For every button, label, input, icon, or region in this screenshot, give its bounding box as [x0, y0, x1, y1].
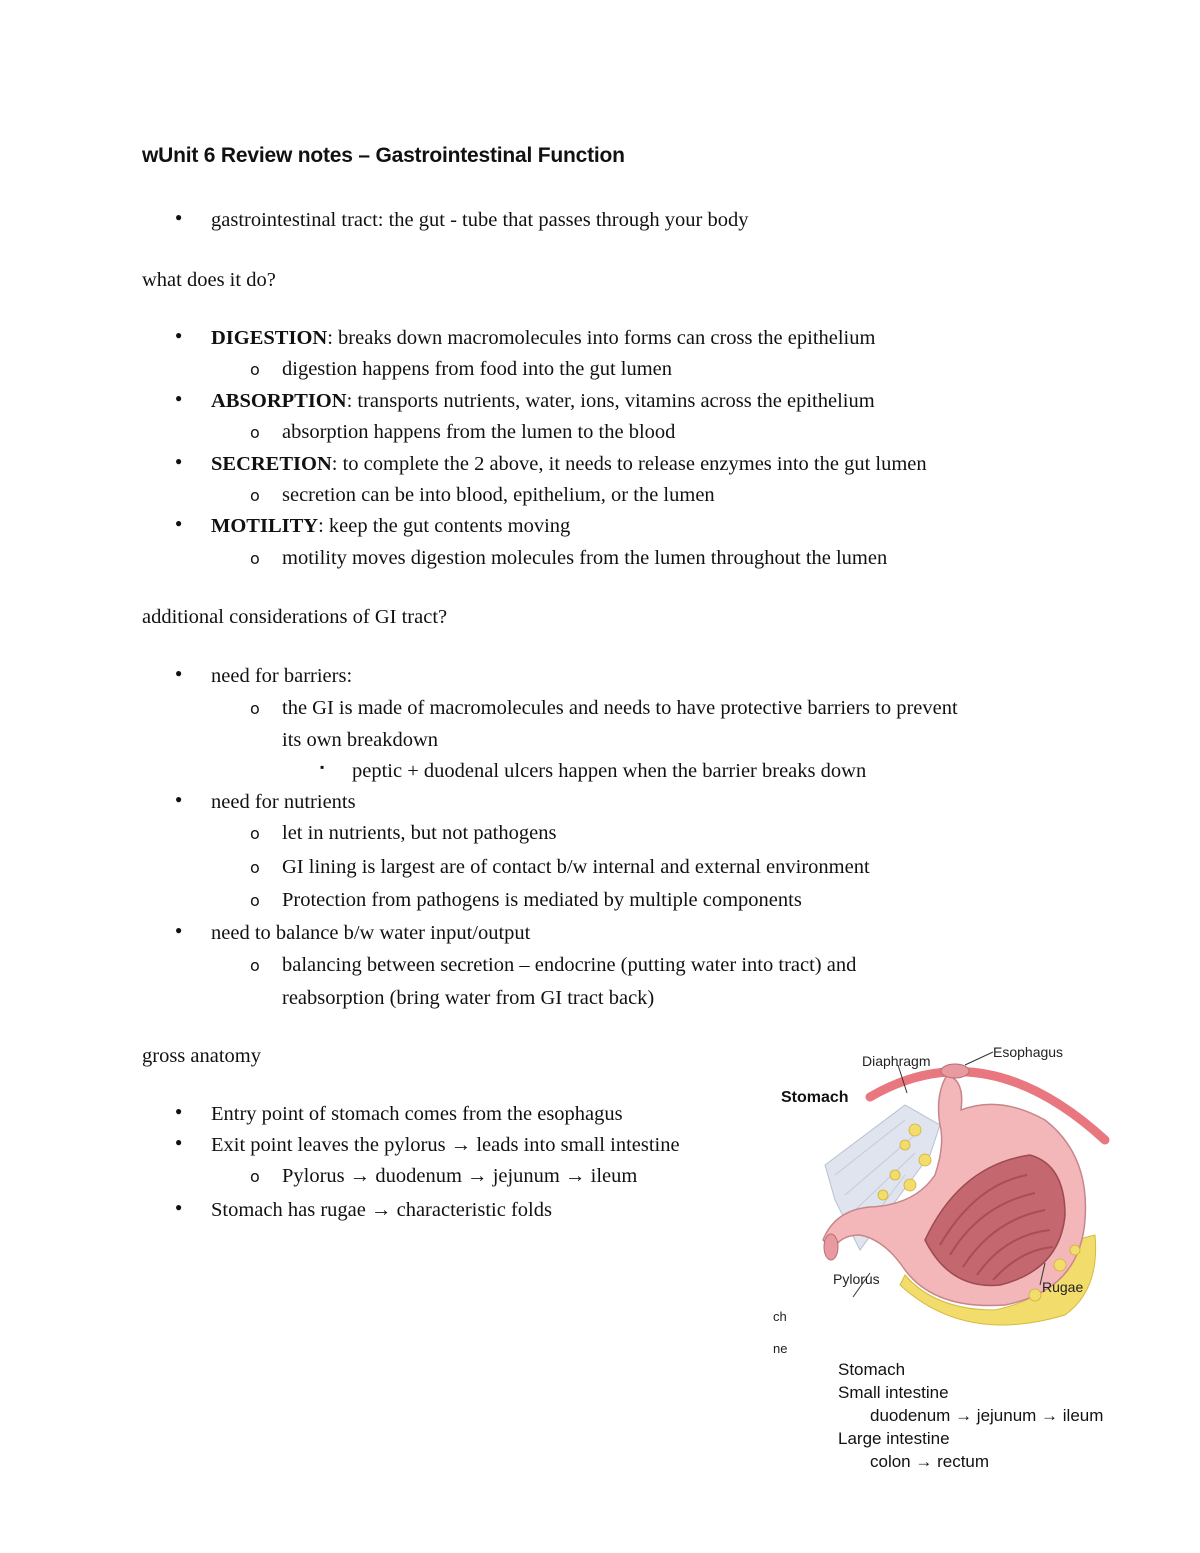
bullet-marker: o: [250, 486, 260, 505]
section-heading: gross anatomy: [142, 1045, 261, 1067]
term: MOTILITY: [211, 515, 319, 537]
bullet-marker: ▪: [320, 760, 325, 774]
item-text: Exit point leaves the pylorus → leads into small intestine: [211, 1134, 680, 1156]
figure-list-item: Stomach: [838, 1360, 906, 1379]
term: SECRETION: [211, 453, 332, 475]
item-text: Entry point of stomach comes from the esophagus: [211, 1103, 623, 1125]
section-heading: what does it do?: [142, 269, 276, 291]
term: ABSORPTION: [211, 390, 347, 412]
sub-text: motility moves digestion molecules from the lumen throughout the lumen: [282, 547, 888, 569]
bullet-marker: o: [250, 423, 260, 442]
bullet-marker: o: [250, 891, 260, 910]
sub-text: balancing between secretion – endocrine (putting water into tract) and: [282, 954, 857, 976]
item-text: need to balance b/w water input/output: [211, 922, 531, 944]
definition: : breaks down macromolecules into forms can cross the epithelium: [327, 327, 876, 349]
item-text: need for nutrients: [211, 791, 356, 813]
bullet-marker: o: [250, 699, 260, 718]
sub-text-continued: reabsorption (bring water from GI tract back): [282, 987, 655, 1009]
figure-list-item: duodenum → jejunum → ileum: [870, 1406, 1104, 1425]
sub-sub-text: peptic + duodenal ulcers happen when the barrier breaks down: [352, 760, 867, 782]
sub-text: Protection from pathogens is mediated by multiple components: [282, 889, 802, 911]
sub-text: secretion can be into blood, epithelium, or the lumen: [282, 484, 715, 506]
sub-text: GI lining is largest are of contact b/w internal and external environment: [282, 856, 870, 878]
sub-text: absorption happens from the lumen to the blood: [282, 421, 676, 443]
sub-text: Pylorus → duodenum → jejunum → ileum: [282, 1165, 638, 1187]
sub-text-continued: its own breakdown: [282, 729, 439, 751]
figure-list-item: Large intestine: [838, 1429, 950, 1448]
bullet-marker: o: [250, 549, 260, 568]
sub-text: the GI is made of macromolecules and needs to have protective barriers to prevent: [282, 697, 958, 719]
pylorus-opening: [824, 1234, 838, 1260]
rugae-label: Rugae: [1042, 1279, 1084, 1295]
item-text: need for barriers:: [211, 665, 353, 687]
cropped-label: ch: [773, 1309, 787, 1324]
item-text: Stomach has rugae → characteristic folds: [211, 1199, 552, 1221]
stomach-figure: [765, 1035, 1125, 1545]
figure-title: Stomach: [781, 1089, 849, 1106]
figure-list-item: colon → rectum: [870, 1452, 990, 1471]
esophagus-label: Esophagus: [993, 1044, 1064, 1060]
stomach-illustration: [765, 1035, 1125, 1355]
bullet-marker: o: [250, 1167, 260, 1186]
pylorus-label: Pylorus: [833, 1271, 880, 1287]
bullet-marker: o: [250, 858, 260, 877]
bullet-marker: o: [250, 956, 260, 975]
diaphragm-label: Diaphragm: [862, 1053, 931, 1069]
cropped-label: ne: [773, 1341, 788, 1356]
definition: : keep the gut contents moving: [318, 515, 571, 537]
sub-text: let in nutrients, but not pathogens: [282, 822, 557, 844]
page-title: wUnit 6 Review notes – Gastrointestinal Function: [142, 144, 625, 167]
definition: : to complete the 2 above, it needs to release enzymes into the gut lumen: [331, 453, 927, 475]
bullet-marker: o: [250, 824, 260, 843]
sub-text: digestion happens from food into the gut lumen: [282, 358, 673, 380]
esophagus-opening: [941, 1064, 969, 1078]
figure-list-item: Small intestine: [838, 1383, 949, 1402]
bullet-marker: o: [250, 360, 260, 379]
term: DIGESTION: [211, 327, 328, 349]
definition: : transports nutrients, water, ions, vitamins across the epithelium: [346, 390, 875, 412]
intro-text: gastrointestinal tract: the gut - tube that passes through your body: [211, 209, 749, 231]
section-heading: additional considerations of GI tract?: [142, 606, 448, 628]
